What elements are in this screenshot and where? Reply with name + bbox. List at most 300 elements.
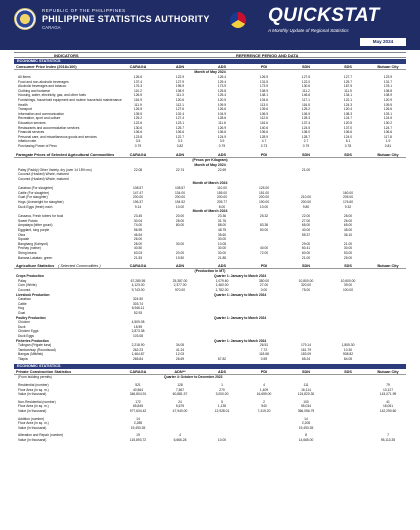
table-cell: 24 xyxy=(178,399,182,404)
table-cell: 111.9 xyxy=(134,102,142,107)
table-cell: 36.10 xyxy=(343,232,353,237)
table-cell: 126.9 xyxy=(217,125,227,130)
table-cell: 75.00 xyxy=(301,287,311,292)
table-cell: 128.9 xyxy=(259,134,269,139)
column-header: ADN xyxy=(175,264,185,269)
table-cell: 26.51 xyxy=(259,343,269,348)
table-cell: 19,493.35 xyxy=(298,425,314,430)
table-cell: 40.00 xyxy=(301,228,311,233)
table-cell: 126.9 xyxy=(259,75,269,79)
table-cell: 31.76 xyxy=(217,218,227,223)
table-cell: 126.5 xyxy=(133,93,143,98)
column-header: ADS xyxy=(217,370,227,375)
table-cell: 4.7 xyxy=(261,139,267,144)
table-cell: 183.09 xyxy=(300,352,312,357)
table-cell: 67,280.95 xyxy=(130,278,146,283)
table-cell: 40.00 xyxy=(259,246,269,251)
row-label: Palay xyxy=(18,278,27,283)
psa-seal-icon xyxy=(14,8,36,30)
table-cell: 26.69 xyxy=(175,356,185,361)
table-cell: 65.00 xyxy=(301,223,311,228)
table-cell: 112.6 xyxy=(259,116,268,121)
table-cell: 124,820.30 xyxy=(297,392,315,397)
row-label: Alteration and Repair (number) xyxy=(18,433,64,438)
row-label: Bangus (Milkfish) xyxy=(18,352,44,357)
table-row xyxy=(14,438,406,443)
farmgate-caption-1: Month of May 2024 xyxy=(194,162,226,167)
table-cell: 10.00 xyxy=(217,438,227,442)
table-cell: 127.9 xyxy=(175,79,185,84)
table-cell: 137.4 xyxy=(133,79,143,84)
table-cell: 129.4 xyxy=(217,79,227,84)
table-cell: 176.3 xyxy=(133,84,143,89)
table-row xyxy=(14,256,406,261)
table-cell: 8.00 xyxy=(218,204,226,209)
table-cell: 125.4 xyxy=(217,93,227,98)
table-cell: 48.75 xyxy=(217,228,227,233)
row-label: Okra xyxy=(18,232,26,237)
table-cell: 2.7 xyxy=(303,139,309,144)
column-header: CARAGA xyxy=(129,370,147,375)
table-cell: 977,634.42 xyxy=(129,409,147,414)
table-cell: 176.60 xyxy=(342,200,354,205)
poultry-title: Poultry Production xyxy=(16,315,46,320)
table-cell: 265.84 xyxy=(132,356,144,361)
table-cell: 142,290.60 xyxy=(379,409,397,414)
construction-caption-row xyxy=(14,375,406,380)
table-cell: 126.4 xyxy=(217,75,227,79)
table-cell: 1,460.00 xyxy=(215,283,229,288)
table-cell: 303.74 xyxy=(132,301,144,306)
table-row xyxy=(14,426,406,431)
table-cell: 108.3 xyxy=(343,111,353,116)
table-cell: 4 xyxy=(179,433,181,438)
column-header: ADS xyxy=(217,152,227,157)
row-label: Sweet Potato xyxy=(18,218,38,223)
agriculture-group xyxy=(14,263,406,269)
table-cell: 127.6 xyxy=(175,107,185,112)
row-label: Addition (number) xyxy=(18,416,45,421)
table-cell: 16,114 xyxy=(301,387,311,392)
table-cell: 50.00 xyxy=(259,228,269,233)
row-label: Chicken Eggs xyxy=(18,329,39,334)
table-cell: 0.73 xyxy=(260,143,268,148)
table-cell: 108.57 xyxy=(132,186,144,191)
table-cell: 9.14 xyxy=(134,204,142,209)
economic-statistics-heading-2: ECONOMIC STATISTICS xyxy=(14,364,406,369)
table-cell: 124.0 xyxy=(343,134,353,139)
report-title: QUICKSTAT xyxy=(268,5,380,26)
row-label: Tulingan (Frigate tuna) xyxy=(18,343,52,348)
row-label: Palay (Paddy) Other Variety, dry (over 14 18% mc) xyxy=(18,167,92,172)
table-cell: 126.6 xyxy=(133,75,143,79)
column-header: SDS xyxy=(344,370,352,375)
column-header: SDS xyxy=(344,65,352,69)
table-cell: 22.08 xyxy=(133,167,143,172)
table-cell: 140.6 xyxy=(259,125,269,130)
construction-caption: Quarter 4: October to December 2023 xyxy=(164,375,223,380)
table-cell: 1.9 xyxy=(385,139,391,144)
row-label: Duck xyxy=(18,324,26,329)
row-label: Hog xyxy=(18,306,25,311)
table-cell: 130.6 xyxy=(301,84,311,89)
column-header: SDS xyxy=(344,264,352,269)
table-cell: 346,804.91 xyxy=(129,392,147,397)
table-cell: 131.7 xyxy=(383,79,393,84)
row-label: Eggplant, long purple xyxy=(18,228,50,233)
table-cell: 25.00 xyxy=(343,255,353,260)
table-cell: 22.74 xyxy=(175,167,185,172)
row-label: Carabao (For slaughter) xyxy=(18,186,54,191)
table-cell: 127.7 xyxy=(343,75,353,79)
table-cell: 45.00 xyxy=(343,228,353,233)
table-cell: 110.2 xyxy=(133,88,142,93)
table-cell: 1,805.30 xyxy=(341,343,355,348)
table-cell: 122.0 xyxy=(301,79,311,84)
row-label: Housing, water, electricity, gas, and other fuels xyxy=(18,93,86,98)
row-label: Squash xyxy=(18,237,30,242)
column-header: ADN xyxy=(175,152,185,157)
table-cell: 19 xyxy=(136,433,140,438)
table-cell: 108.9 xyxy=(259,88,269,93)
column-header: PDI xyxy=(260,65,268,69)
table-cell: 23.45 xyxy=(133,214,143,219)
table-cell: 350.00 xyxy=(258,278,270,283)
table-cell: 30.00 xyxy=(217,246,227,251)
column-header: SDN xyxy=(301,65,311,69)
table-cell: 20.00 xyxy=(175,251,185,255)
table-row xyxy=(14,177,406,182)
table-cell: 210.00 xyxy=(300,195,312,200)
table-cell: 130.2 xyxy=(383,120,393,125)
table-cell: 117.8 xyxy=(383,134,392,139)
table-cell: 196.37 xyxy=(132,200,144,205)
table-cell: 20.36 xyxy=(217,214,227,219)
table-cell: 123.1 xyxy=(175,120,185,125)
table-cell: 106.9 xyxy=(259,111,269,116)
table-cell: 35.60 xyxy=(217,232,227,237)
table-cell: 41.24 xyxy=(175,347,185,352)
table-cell: 16,659.00 xyxy=(256,392,272,397)
table-cell: 106.6 xyxy=(217,130,227,135)
table-cell: 508.82 xyxy=(342,352,354,357)
table-cell: 127.5 xyxy=(301,75,311,79)
row-label: Banana Lakatan, green xyxy=(18,255,53,260)
table-cell: 5 xyxy=(221,399,223,404)
table-cell: 10,800.00 xyxy=(298,278,314,283)
table-cell: 72.00 xyxy=(259,251,269,255)
table-row xyxy=(14,357,406,362)
table-cell: 143,071.99 xyxy=(379,392,397,397)
row-label: Duck Eggs xyxy=(18,333,34,338)
table-cell: 151.00 xyxy=(258,190,270,195)
table-cell: 28.00 xyxy=(343,214,353,219)
row-label: Alcoholic beverages and tobacco xyxy=(18,84,67,89)
table-cell: 116.9 xyxy=(133,97,142,102)
table-cell: 103.08 xyxy=(132,333,144,338)
poultry-caption: Quarter 1: January to March 2024 xyxy=(214,315,267,320)
table-cell: 1,079.60 xyxy=(215,278,229,283)
bagong-pilipinas-logo-icon xyxy=(230,12,246,28)
row-label: Goat xyxy=(18,310,26,315)
farmgate-caption-3: Month of March 2024 xyxy=(192,209,228,214)
table-cell: 65.24 xyxy=(301,356,311,361)
table-cell: 195.9 xyxy=(175,84,185,89)
column-header: CARAGA xyxy=(129,264,147,269)
column-head-bar xyxy=(14,52,406,58)
table-cell: 53.00 xyxy=(343,251,353,255)
table-cell: 3.9 xyxy=(219,139,225,144)
table-cell: 4,509.08 xyxy=(131,320,145,325)
table-cell: 126.5 xyxy=(133,107,143,112)
table-cell: 128.6 xyxy=(217,116,227,121)
table-cell: 134.00 xyxy=(174,190,186,195)
table-cell: 0.78 xyxy=(344,143,352,148)
table-cell: 112.1 xyxy=(175,102,184,107)
table-row xyxy=(14,392,406,397)
table-cell: 102.4 xyxy=(175,111,185,116)
table-cell: 120.5 xyxy=(343,120,353,125)
table-cell: 122.6 xyxy=(133,120,143,125)
table-cell: 1,135 xyxy=(217,404,227,409)
fish-title: Fisheries Production xyxy=(16,338,49,343)
table-cell: 940 xyxy=(261,404,267,409)
table-cell: 125.7 xyxy=(343,79,353,84)
table-cell: 125.00 xyxy=(258,186,270,191)
table-cell: 134.1 xyxy=(343,93,353,98)
table-cell: 124.5 xyxy=(301,125,311,130)
table-cell: 106.6 xyxy=(343,130,353,135)
table-cell: 19.50 xyxy=(175,255,185,260)
table-cell: 9,743.00 xyxy=(131,287,145,292)
row-label: Non-Residential (number) xyxy=(18,399,56,404)
column-header: CARAGA xyxy=(129,152,147,157)
table-cell: 120.6 xyxy=(175,97,185,102)
table-cell: 106.9 xyxy=(301,111,311,116)
table-cell: 55.37 xyxy=(301,232,311,237)
cpi-caption: Month of May 2024 xyxy=(194,70,226,74)
row-label: Corn (White) xyxy=(18,283,37,288)
table-cell: 124.7 xyxy=(343,116,353,121)
table-cell: 148.1 xyxy=(259,93,269,98)
table-cell: 18.59 xyxy=(133,324,143,329)
table-cell: 14 xyxy=(136,416,140,421)
column-header: Butuan City xyxy=(377,370,399,375)
table-cell: 125.2 xyxy=(301,107,311,112)
column-header: CARAGA xyxy=(129,65,147,69)
table-cell: 122.9 xyxy=(175,75,185,79)
table-cell: 270 xyxy=(219,387,225,392)
row-label: Furnishings, household equipment and routine household maintenance xyxy=(18,97,122,102)
table-cell: 0.00 xyxy=(260,287,268,292)
row-label: Banghang (Kalnyod) xyxy=(18,241,49,246)
column-header: SDN xyxy=(301,152,311,157)
table-cell: 10.00 xyxy=(259,204,269,209)
table-cell: 3.5 xyxy=(135,139,141,144)
table-cell: 111.5 xyxy=(344,88,352,93)
table-cell: 40,564 xyxy=(132,387,144,392)
table-cell: 1 xyxy=(221,383,223,388)
column-header: Butuan City xyxy=(377,65,399,69)
table-cell: 111.6 xyxy=(218,120,226,125)
table-cell: 0.59 xyxy=(260,356,268,361)
table-cell: 14 xyxy=(304,416,308,421)
row-label: Information and communication xyxy=(18,111,64,116)
table-cell: 123.9 xyxy=(383,75,393,79)
table-cell: 126.6 xyxy=(383,107,393,112)
table-cell: 120.5 xyxy=(217,97,227,102)
indicators-heading: INDICATORS xyxy=(54,53,79,58)
table-cell: 190.00 xyxy=(258,200,270,205)
table-cell: 7,567 xyxy=(175,387,185,392)
row-label: Duck Eggs (fresh) each xyxy=(18,204,53,209)
table-cell: 124.5 xyxy=(383,116,393,121)
table-cell: 95,113.35 xyxy=(380,438,396,442)
table-cell: 0.82 xyxy=(176,143,184,148)
table-cell: 200.00 xyxy=(174,195,186,200)
table-cell: 106.6 xyxy=(259,130,269,135)
row-label: Pechay (native) xyxy=(18,246,41,251)
farmgate-unit: (Pesos per Kilogram) xyxy=(192,157,228,162)
table-cell: 108.57 xyxy=(174,186,186,191)
table-cell: 30.00 xyxy=(343,246,353,251)
table-cell: 1,782.00 xyxy=(215,287,229,292)
table-cell: 120.9 xyxy=(383,97,393,102)
table-cell: 128.3 xyxy=(301,116,311,121)
table-cell: 30.00 xyxy=(217,237,227,242)
table-cell: 79 xyxy=(386,383,390,388)
table-cell: 12,928.01 xyxy=(214,409,230,414)
table-cell: 172 xyxy=(135,399,141,404)
table-cell: 30.00 xyxy=(175,241,185,246)
table-cell: 108.9 xyxy=(383,93,393,98)
table-cell: 26.00 xyxy=(133,237,143,242)
column-header: SDN xyxy=(301,264,311,269)
agriculture-unit: (Production in MT) xyxy=(194,269,226,274)
row-label: Cattle (For slaughter) xyxy=(18,190,50,195)
table-cell: 124.9 xyxy=(217,134,227,139)
table-cell: 120.4 xyxy=(343,107,353,112)
table-cell: 111.3 xyxy=(176,93,184,98)
table-cell: 147.47 xyxy=(132,190,144,195)
row-label: Goat (For slaughter) xyxy=(18,195,48,200)
table-cell: 125.2 xyxy=(133,116,143,121)
table-cell: 34.05 xyxy=(175,343,185,348)
agriculture-group-label: Agriculture Statistics xyxy=(16,264,55,269)
table-cell: 55,034 xyxy=(300,404,312,409)
table-cell: 6,666.28 xyxy=(173,438,187,442)
table-cell: 84.05 xyxy=(343,356,353,361)
table-cell: 5,675 xyxy=(175,404,185,409)
table-cell: 0.79 xyxy=(134,143,142,148)
table-cell: 128 xyxy=(177,383,183,388)
table-row xyxy=(14,409,406,414)
table-cell: 1,464.87 xyxy=(131,352,145,357)
row-label: Transport xyxy=(18,107,32,112)
table-cell: 200.00 xyxy=(132,195,144,200)
table-cell: 109.5 xyxy=(383,102,393,107)
table-cell: 7 xyxy=(387,433,389,438)
row-label: Hogs (Liveweight for slaughter) xyxy=(18,200,64,205)
row-label: Coconut (Husked) Whole, matured xyxy=(18,176,69,181)
table-cell: 10.00 xyxy=(175,204,185,209)
row-label: Personal care, and miscellaneous goods and services xyxy=(18,134,97,139)
table-cell: 63.03 xyxy=(133,251,143,255)
column-header: PDI xyxy=(260,264,268,269)
row-label: Clothing and footwear xyxy=(18,88,51,93)
table-cell: 65.00 xyxy=(343,223,353,228)
column-header: Butuan City xyxy=(377,152,399,157)
table-cell: 200.00 xyxy=(216,195,228,200)
livestock-title: Livestock Production xyxy=(16,292,50,297)
table-cell: 108.8 xyxy=(383,88,393,93)
table-cell: 60.00 xyxy=(301,251,311,255)
table-cell: 80.00 xyxy=(175,223,185,228)
table-cell: 13,127 xyxy=(382,387,394,392)
row-label: Restaurants and accommodation services xyxy=(18,125,80,130)
row-label: Ampalaya (bitter gourd) xyxy=(18,223,53,228)
table-cell: 0.79 xyxy=(218,143,226,148)
table-cell: 117.1 xyxy=(301,97,310,102)
table-cell: 324.50 xyxy=(132,297,144,302)
table-cell: 106.6 xyxy=(383,130,393,135)
table-cell: 29.00 xyxy=(301,241,311,246)
table-cell: 137.0 xyxy=(343,125,353,130)
column-header: Butuan City xyxy=(377,264,399,269)
table-cell: 20.00 xyxy=(175,214,185,219)
table-cell: 106.6 xyxy=(175,130,185,135)
row-label: Cassava, Fresh tubers for food xyxy=(18,214,64,219)
table-cell: 161.79 xyxy=(300,347,312,352)
column-header: ADS xyxy=(217,65,227,69)
table-cell: 111.2 xyxy=(302,88,310,93)
table-cell: 116.6 xyxy=(259,120,268,125)
table-cell: 2,218.90 xyxy=(131,343,145,348)
report-header xyxy=(0,0,420,50)
table-cell: 0.79 xyxy=(302,143,310,148)
table-cell: 2,873.38 xyxy=(131,329,145,334)
table-cell: 41 xyxy=(386,399,390,404)
economic-statistics-heading: ECONOMIC STATISTICS xyxy=(14,59,406,64)
row-label: Floor Area (in sq. m.) xyxy=(18,421,49,426)
table-row xyxy=(14,205,406,210)
table-cell: 115,893.72 xyxy=(129,438,147,442)
row-label: Purchasing Power of Peso xyxy=(18,143,57,148)
table-cell: 52.93 xyxy=(133,310,143,315)
construction-group-label: Private Construction Statistics xyxy=(16,370,72,375)
table-cell: 187.5 xyxy=(343,84,353,89)
table-cell: 366,056.79 xyxy=(297,409,315,414)
table-cell: 30.04 xyxy=(133,218,143,223)
table-cell: 104.6 xyxy=(259,97,269,102)
table-cell: 40.50 xyxy=(133,246,143,251)
table-cell: 970.00 xyxy=(174,287,186,292)
table-cell: 124.3 xyxy=(343,102,353,107)
table-cell: 28.00 xyxy=(133,241,143,246)
fish-caption: Quarter 1: January to March 2024 xyxy=(214,338,267,343)
table-cell: 113.0 xyxy=(259,102,268,107)
table-cell: 130.6 xyxy=(133,125,143,130)
table-cell: 27.00 xyxy=(301,218,311,223)
row-label: Tilapia xyxy=(18,356,28,361)
table-cell: 18,061 xyxy=(382,404,394,409)
table-cell: 0.81 xyxy=(384,143,392,148)
table-cell: 100 xyxy=(303,399,309,404)
table-cell: 12.03 xyxy=(175,352,185,357)
table-cell: 2 xyxy=(263,399,265,404)
statistics-table xyxy=(14,59,406,443)
table-cell: 194.52 xyxy=(174,200,186,205)
